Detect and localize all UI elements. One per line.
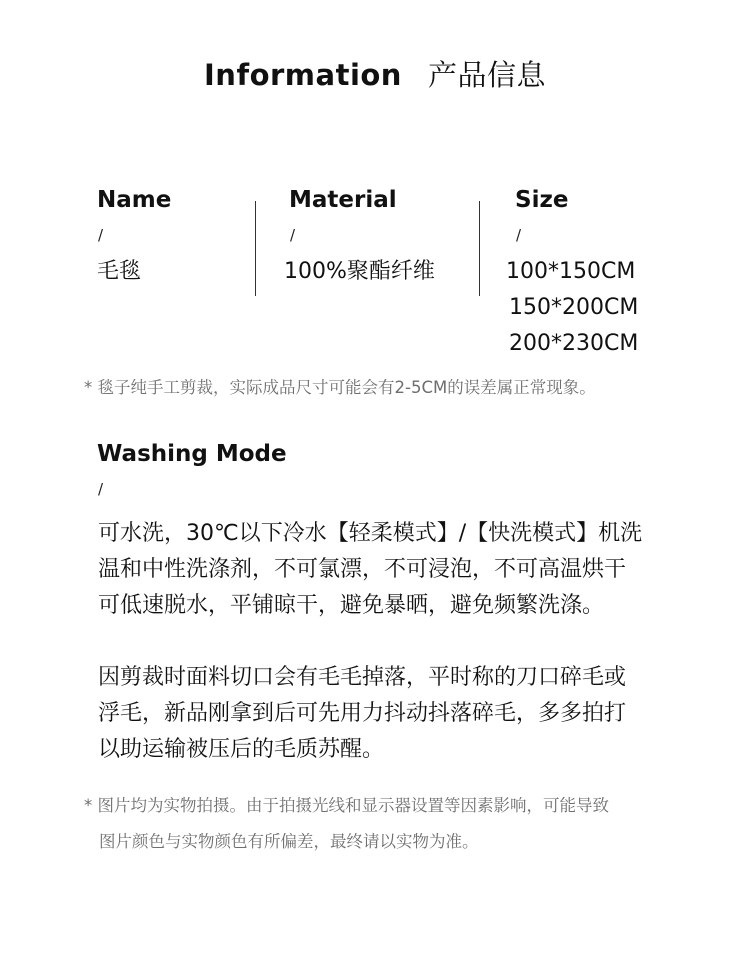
washing-instruction-line: 温和中性洗涤剂，不可氯漂，不可浸泡，不可高温烘干: [98, 557, 627, 582]
washing-instruction-line: 可水洗，30℃以下冷水【轻柔模式】/【快洗模式】机洗: [98, 521, 643, 546]
title-chinese: 产品信息: [427, 58, 546, 92]
size-tolerance-note: * 毯子纯手工剪裁，实际成品尺寸可能会有2-5CM的误差属正常现象。: [84, 378, 596, 397]
photo-disclaimer-line: * 图片均为实物拍摄。由于拍摄光线和显示器设置等因素影响，可能导致: [84, 796, 609, 815]
size-column-header: Size: [515, 187, 569, 213]
page-title: [0, 55, 750, 95]
column-divider: [255, 201, 256, 296]
material-column-header: Material: [289, 187, 397, 213]
name-column-separator: /: [98, 226, 104, 244]
name-column-header: Name: [97, 187, 172, 213]
size-value: 150*200CM: [509, 295, 639, 320]
size-value: 200*230CM: [509, 331, 639, 356]
size-column-separator: /: [516, 226, 522, 244]
name-value: 毛毯: [97, 259, 142, 284]
size-value: 100*150CM: [506, 259, 636, 284]
photo-disclaimer-line: 图片颜色与实物颜色有所偏差，最终请以实物为准。: [99, 832, 479, 851]
washing-instruction-line: 可低速脱水，平铺晾干，避免暴晒，避免频繁洗涤。: [98, 593, 605, 618]
column-divider: [479, 201, 480, 296]
shedding-note-line: 以助运输被压后的毛质苏醒。: [98, 737, 385, 762]
material-column-separator: /: [290, 226, 296, 244]
material-value: 100%聚酯纤维: [284, 259, 435, 284]
title-english: Information: [204, 58, 402, 92]
shedding-note-line: 浮毛，新品刚拿到后可先用力抖动抖落碎毛，多多拍打: [98, 701, 627, 726]
shedding-note-line: 因剪裁时面料切口会有毛毛掉落，平时称的刀口碎毛或: [98, 665, 627, 690]
washing-mode-header: Washing Mode: [97, 441, 287, 467]
washing-mode-separator: /: [98, 480, 104, 498]
